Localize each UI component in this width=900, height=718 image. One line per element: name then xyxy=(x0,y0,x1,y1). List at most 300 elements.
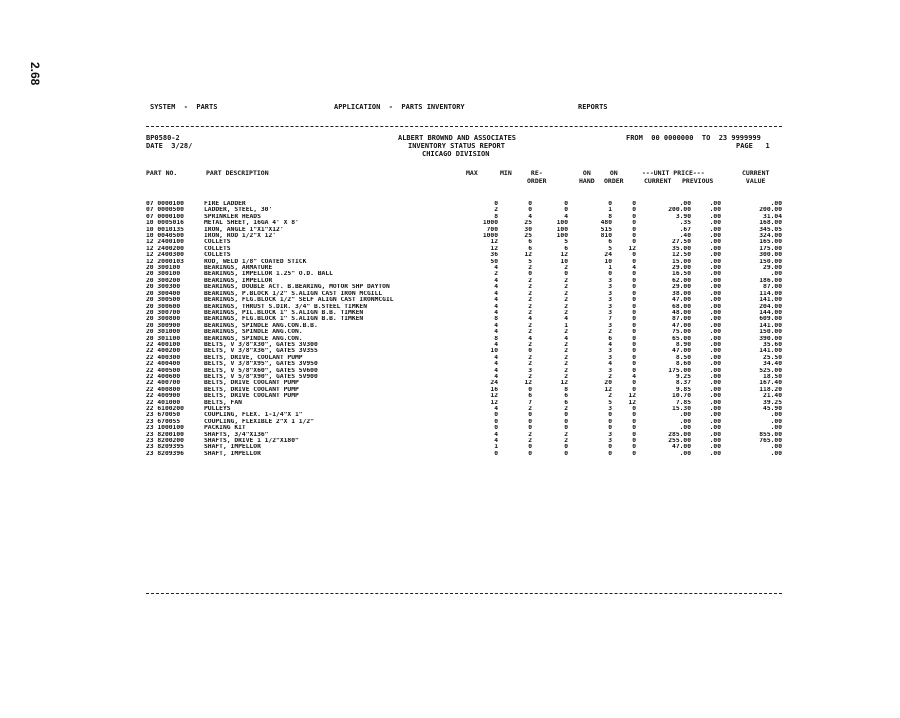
previous-price: .00 xyxy=(709,380,721,387)
current-price: 35.00 xyxy=(672,245,691,252)
part-number: 22 400700 xyxy=(146,380,181,387)
on-hand-qty: 4 xyxy=(608,361,612,368)
on-order-qty: 0 xyxy=(632,438,636,445)
system-label: SYSTEM - PARTS xyxy=(150,103,218,111)
header-rule xyxy=(146,126,782,127)
on-hand-qty: 0 xyxy=(608,450,612,457)
on-order-qty: 0 xyxy=(632,354,636,361)
on-hand-qty: 3 xyxy=(608,438,612,445)
max-qty: 36 xyxy=(490,252,498,259)
on-order-qty: 0 xyxy=(632,361,636,368)
part-number: 22 400600 xyxy=(146,373,181,380)
min-qty: 2 xyxy=(528,303,532,310)
min-qty: 0 xyxy=(528,418,532,425)
max-qty: 4 xyxy=(494,361,498,368)
on-hand-qty: 2 xyxy=(608,393,612,400)
current-price: .40 xyxy=(679,233,691,240)
on-hand-qty: 6 xyxy=(608,335,612,342)
part-description: SHAFTS, 3/4"X136" xyxy=(204,431,269,438)
current-value: 168.00 xyxy=(759,220,782,227)
previous-price: .00 xyxy=(709,418,721,425)
min-qty: 12 xyxy=(524,252,532,259)
current-value: 141.00 xyxy=(759,322,782,329)
on-hand-qty: 7 xyxy=(608,316,612,323)
current-value: 87.00 xyxy=(763,284,782,291)
current-value: 114.00 xyxy=(759,290,782,297)
inventory-rows xyxy=(146,201,782,457)
on-hand-qty: 3 xyxy=(608,431,612,438)
previous-price: .00 xyxy=(709,367,721,374)
on-hand-qty: 3 xyxy=(608,290,612,297)
col-current: CURRENT xyxy=(644,177,672,185)
current-value: 200.00 xyxy=(759,207,782,214)
on-hand-qty: 8 xyxy=(608,213,612,220)
max-qty: 0 xyxy=(494,412,498,419)
reorder-qty: 12 xyxy=(560,252,568,259)
reorder-qty: 2 xyxy=(564,367,568,374)
report-date: DATE 3/28/ xyxy=(146,142,193,150)
max-qty: 8 xyxy=(494,213,498,220)
min-qty: 0 xyxy=(528,207,532,214)
max-qty: 1000 xyxy=(482,220,498,227)
current-value: 45.90 xyxy=(763,406,782,412)
max-qty: 0 xyxy=(494,418,498,425)
previous-price: .00 xyxy=(709,322,721,329)
previous-price: .00 xyxy=(709,399,721,406)
current-price: 47.00 xyxy=(672,322,691,329)
current-price: .00 xyxy=(679,412,691,419)
reorder-qty: 2 xyxy=(564,348,568,355)
part-number: 22 400900 xyxy=(146,393,181,400)
on-hand-qty: 810 xyxy=(600,233,612,240)
part-description: BELTS, V 3/8"X36", GATES 3V355 xyxy=(204,348,318,355)
current-value: 18.50 xyxy=(763,373,782,380)
max-qty: 4 xyxy=(494,309,498,316)
on-hand-qty: 3 xyxy=(608,303,612,310)
max-qty: 4 xyxy=(494,265,498,272)
on-hand-qty: 0 xyxy=(608,418,612,425)
current-value: .00 xyxy=(770,412,782,419)
page-indicator: PAGE 1 xyxy=(736,142,770,150)
previous-price: .00 xyxy=(709,335,721,342)
part-number: 10 0005016 xyxy=(146,220,184,227)
previous-price: .00 xyxy=(709,450,721,457)
current-price: 7.85 xyxy=(675,399,691,406)
reorder-qty: 2 xyxy=(564,406,568,412)
part-number: 07 0000100 xyxy=(146,201,184,207)
reorder-qty: 12 xyxy=(560,380,568,387)
previous-price: .00 xyxy=(709,393,721,400)
max-qty: 4 xyxy=(494,354,498,361)
on-order-qty: 0 xyxy=(632,316,636,323)
on-hand-qty: 3 xyxy=(608,354,612,361)
reorder-qty: 2 xyxy=(564,284,568,291)
current-price: 38.00 xyxy=(672,290,691,297)
on-order-qty: 0 xyxy=(632,207,636,214)
min-qty: 2 xyxy=(528,265,532,272)
max-qty: 2 xyxy=(494,271,498,278)
on-order-qty: 0 xyxy=(632,309,636,316)
current-value: 25.50 xyxy=(763,354,782,361)
col-unit-price: ---UNIT PRICE--- xyxy=(642,169,705,177)
reorder-qty: 4 xyxy=(564,335,568,342)
max-qty: 16 xyxy=(490,386,498,393)
min-qty: 0 xyxy=(528,444,532,451)
part-number: 12 2400300 xyxy=(146,252,184,259)
on-order-qty: 12 xyxy=(628,393,636,400)
min-qty: 4 xyxy=(528,335,532,342)
col-on-hand: ON HAND xyxy=(579,169,595,185)
col-description: PART DESCRIPTION xyxy=(206,169,269,177)
reorder-qty: 6 xyxy=(564,245,568,252)
on-hand-qty: 12 xyxy=(604,386,612,393)
reorder-qty: 2 xyxy=(564,277,568,284)
on-hand-qty: 0 xyxy=(608,444,612,451)
part-description: BELTS, DRIVE COOLANT PUMP xyxy=(204,393,299,400)
min-qty: 0 xyxy=(528,386,532,393)
min-qty: 7 xyxy=(528,399,532,406)
part-description: BELTS, V 3/8"X95", GATES 3V950 xyxy=(204,361,318,368)
current-price: 175.00 xyxy=(668,367,691,374)
previous-price: .00 xyxy=(709,431,721,438)
on-order-qty: 0 xyxy=(632,303,636,310)
part-description: IRON, ROD 1/2"X 12' xyxy=(204,233,277,240)
max-qty: 4 xyxy=(494,297,498,304)
max-qty: 12 xyxy=(490,239,498,246)
reorder-qty: 0 xyxy=(564,207,568,214)
max-qty: 4 xyxy=(494,303,498,310)
part-description: PULLEYS xyxy=(204,406,231,412)
on-order-qty: 0 xyxy=(632,418,636,425)
max-qty: 4 xyxy=(494,290,498,297)
current-price: 27.50 xyxy=(672,239,691,246)
part-description: BELTS, V 5/8"X60", GATES 5V600 xyxy=(204,367,318,374)
current-value: 118.20 xyxy=(759,386,782,393)
current-price: .00 xyxy=(679,201,691,207)
current-price: 47.00 xyxy=(672,297,691,304)
col-max: MAX xyxy=(466,169,478,177)
current-price: .00 xyxy=(679,450,691,457)
min-qty: 2 xyxy=(528,341,532,348)
part-number: 20 301000 xyxy=(146,329,181,336)
previous-price: .00 xyxy=(709,258,721,265)
part-description: BEARINGS, ARMATURE xyxy=(204,265,273,272)
on-order-qty: 0 xyxy=(632,322,636,329)
min-qty: 4 xyxy=(528,213,532,220)
page-number: 2.68 xyxy=(28,62,42,86)
part-number: 20 300400 xyxy=(146,290,181,297)
reorder-qty: 100 xyxy=(556,226,568,233)
previous-price: .00 xyxy=(709,303,721,310)
previous-price: .00 xyxy=(709,245,721,252)
part-description: SHAFTS, DRIVE 1 1/2"X180" xyxy=(204,438,299,445)
reorder-qty: 2 xyxy=(564,329,568,336)
part-number: 23 1000100 xyxy=(146,425,184,432)
reorder-qty: 100 xyxy=(556,233,568,240)
max-qty: 12 xyxy=(490,245,498,252)
on-order-qty: 0 xyxy=(632,239,636,246)
min-qty: 4 xyxy=(528,316,532,323)
part-number: 22 400300 xyxy=(146,354,181,361)
part-description: FIRE LADDER xyxy=(204,201,246,207)
current-price: 8.60 xyxy=(675,361,691,368)
part-description: BELTS, V 3/8"X30", GATES 3V300 xyxy=(204,341,318,348)
current-value: 144.00 xyxy=(759,309,782,316)
max-qty: 0 xyxy=(494,425,498,432)
reorder-qty: 2 xyxy=(564,341,568,348)
current-price: 8.90 xyxy=(675,341,691,348)
current-value: 300.00 xyxy=(759,252,782,259)
on-hand-qty: 1 xyxy=(608,265,612,272)
part-number: 20 300700 xyxy=(146,309,181,316)
current-price: 15.00 xyxy=(672,258,691,265)
current-value: 141.00 xyxy=(759,297,782,304)
current-price: .00 xyxy=(679,425,691,432)
min-qty: 2 xyxy=(528,373,532,380)
min-qty: 2 xyxy=(528,309,532,316)
col-min: MIN xyxy=(500,169,512,177)
min-qty: 2 xyxy=(528,297,532,304)
reorder-qty: 0 xyxy=(564,450,568,457)
min-qty: 0 xyxy=(528,412,532,419)
part-description: COLLETS xyxy=(204,245,231,252)
current-value: 765.00 xyxy=(759,438,782,445)
part-number: 23 670050 xyxy=(146,412,181,419)
current-price: 15.30 xyxy=(672,406,691,412)
on-order-qty: 0 xyxy=(632,406,636,412)
current-value: 609.00 xyxy=(759,316,782,323)
on-order-qty: 0 xyxy=(632,348,636,355)
reorder-qty: 2 xyxy=(564,354,568,361)
part-description: COLLETS xyxy=(204,252,231,259)
previous-price: .00 xyxy=(709,406,721,412)
min-qty: 2 xyxy=(528,354,532,361)
on-order-qty: 0 xyxy=(632,431,636,438)
on-order-qty: 0 xyxy=(632,341,636,348)
on-order-qty: 0 xyxy=(632,412,636,419)
reorder-qty: 2 xyxy=(564,431,568,438)
part-description: COLLETS xyxy=(204,239,231,246)
min-qty: 6 xyxy=(528,245,532,252)
current-value: 855.00 xyxy=(759,431,782,438)
on-order-qty: 0 xyxy=(632,380,636,387)
part-description: BEARINGS, IMPELLOR 1.25" O.D. BALL xyxy=(204,271,333,278)
current-price: 8.50 xyxy=(675,354,691,361)
min-qty: 2 xyxy=(528,406,532,412)
max-qty: 2 xyxy=(494,207,498,214)
previous-price: .00 xyxy=(709,252,721,259)
max-qty: 8 xyxy=(494,335,498,342)
current-price: 200.00 xyxy=(668,207,691,214)
reorder-qty: 4 xyxy=(564,213,568,220)
reorder-qty: 2 xyxy=(564,265,568,272)
part-description: PACKING KIT xyxy=(204,425,246,432)
reorder-qty: 0 xyxy=(564,271,568,278)
part-description: LADDER, STEEL, 30' xyxy=(204,207,273,214)
col-reorder: RE- ORDER xyxy=(527,169,547,185)
part-number: 22 400200 xyxy=(146,348,181,355)
application-label: APPLICATION - PARTS INVENTORY xyxy=(334,103,465,111)
part-description: COUPLING, FLEXIBLE 2"X 1 1/2" xyxy=(204,418,314,425)
previous-price: .00 xyxy=(709,341,721,348)
part-number: 12 2000103 xyxy=(146,258,184,265)
on-hand-qty: 3 xyxy=(608,322,612,329)
on-order-qty: 0 xyxy=(632,444,636,451)
part-number: 20 300600 xyxy=(146,303,181,310)
reorder-qty: 6 xyxy=(564,393,568,400)
reports-label: REPORTS xyxy=(578,103,608,111)
previous-price: .00 xyxy=(709,412,721,419)
previous-price: .00 xyxy=(709,354,721,361)
current-value: 525.00 xyxy=(759,367,782,374)
on-order-qty: 0 xyxy=(632,277,636,284)
current-value: 324.00 xyxy=(759,233,782,240)
reorder-qty: 0 xyxy=(564,201,568,207)
min-qty: 3 xyxy=(528,367,532,374)
max-qty: 4 xyxy=(494,373,498,380)
current-value: 150.00 xyxy=(759,329,782,336)
inventory-table xyxy=(146,201,782,457)
on-order-qty: 12 xyxy=(628,245,636,252)
max-qty: 0 xyxy=(494,201,498,207)
part-description: SHAFT, IMPELLOR xyxy=(204,444,261,451)
min-qty: 2 xyxy=(528,322,532,329)
previous-price: .00 xyxy=(709,207,721,214)
previous-price: .00 xyxy=(709,233,721,240)
reorder-qty: 0 xyxy=(564,425,568,432)
part-description: BEARINGS, THRUST S.DIR. 3/4" B.STEEL TIMKEN xyxy=(204,303,368,310)
part-number: 20 301100 xyxy=(146,335,181,342)
part-number: 20 300500 xyxy=(146,297,181,304)
current-value: 390.00 xyxy=(759,335,782,342)
current-price: 29.00 xyxy=(672,284,691,291)
current-price: 87.00 xyxy=(672,316,691,323)
min-qty: 2 xyxy=(528,290,532,297)
reorder-qty: 8 xyxy=(564,386,568,393)
part-description: BEARINGS, SPINDLE ANG.CON. xyxy=(204,329,303,336)
on-order-qty: 0 xyxy=(632,213,636,220)
current-price: 47.00 xyxy=(672,444,691,451)
min-qty: 0 xyxy=(528,271,532,278)
max-qty: 50 xyxy=(490,258,498,265)
previous-price: .00 xyxy=(709,239,721,246)
on-hand-qty: 24 xyxy=(604,252,612,259)
part-description: BEARINGS, FLG.BLOCK 1/2" SELF ALIGN CAST IRONMCGIL xyxy=(204,297,394,304)
current-price: 10.70 xyxy=(672,393,691,400)
reorder-qty: 4 xyxy=(564,316,568,323)
part-number: 22 400400 xyxy=(146,361,181,368)
previous-price: .00 xyxy=(709,277,721,284)
reorder-qty: 0 xyxy=(564,412,568,419)
part-description: BELTS, DRIVE, COOLANT PUMP xyxy=(204,354,303,361)
part-number: 20 300300 xyxy=(146,284,181,291)
on-order-qty: 0 xyxy=(632,201,636,207)
table-row xyxy=(146,451,782,457)
part-description: IRON, ANGLE 1"X1"X12' xyxy=(204,226,284,233)
previous-price: .00 xyxy=(709,213,721,220)
on-order-qty: 0 xyxy=(632,258,636,265)
on-hand-qty: 3 xyxy=(608,297,612,304)
previous-price: .00 xyxy=(709,438,721,445)
current-price: .67 xyxy=(679,226,691,233)
current-price: 12.50 xyxy=(672,252,691,259)
part-number: 22 6100200 xyxy=(146,406,184,412)
current-value: 345.05 xyxy=(759,226,782,233)
part-description: METAL SHEET, 16GA 4' X 8' xyxy=(204,220,299,227)
previous-price: .00 xyxy=(709,329,721,336)
on-hand-qty: 3 xyxy=(608,367,612,374)
on-order-qty: 0 xyxy=(632,450,636,457)
part-number: 07 0000500 xyxy=(146,207,184,214)
part-number: 23 8200100 xyxy=(146,431,184,438)
on-hand-qty: 5 xyxy=(608,245,612,252)
min-qty: 0 xyxy=(528,348,532,355)
part-number: 10 0010135 xyxy=(146,226,184,233)
current-value: 150.00 xyxy=(759,258,782,265)
previous-price: .00 xyxy=(709,373,721,380)
on-hand-qty: 0 xyxy=(608,425,612,432)
current-value: .00 xyxy=(770,425,782,432)
on-hand-qty: 10 xyxy=(604,258,612,265)
current-price: 47.00 xyxy=(672,348,691,355)
part-description: BEARINGS, FLG.BLOCK 1" S.ALIGN B.B. TIMKEN xyxy=(204,316,364,323)
reorder-qty: 2 xyxy=(564,303,568,310)
min-qty: 2 xyxy=(528,361,532,368)
on-hand-qty: 0 xyxy=(608,412,612,419)
part-number: 12 2400200 xyxy=(146,245,184,252)
part-description: BEARINGS, P.BLOCK 1/2" S.ALIGN CAST IRON MCGILL xyxy=(204,290,383,297)
min-qty: 2 xyxy=(528,431,532,438)
on-order-qty: 0 xyxy=(632,284,636,291)
on-hand-qty: 480 xyxy=(600,220,612,227)
part-number: 10 0040500 xyxy=(146,233,184,240)
on-order-qty: 0 xyxy=(632,329,636,336)
previous-price: .00 xyxy=(709,386,721,393)
part-number: 23 8209395 xyxy=(146,444,184,451)
current-price: 62.00 xyxy=(672,277,691,284)
current-value: 29.00 xyxy=(763,265,782,272)
on-hand-qty: 3 xyxy=(608,348,612,355)
current-price: 75.00 xyxy=(672,329,691,336)
current-value: .00 xyxy=(770,271,782,278)
on-hand-qty: 4 xyxy=(608,341,612,348)
col-on-order: ON ORDER xyxy=(604,169,624,185)
previous-price: .00 xyxy=(709,348,721,355)
current-value: 204.00 xyxy=(759,303,782,310)
reorder-qty: 0 xyxy=(564,444,568,451)
on-order-qty: 0 xyxy=(632,271,636,278)
previous-price: .00 xyxy=(709,220,721,227)
on-order-qty: 4 xyxy=(632,265,636,272)
min-qty: 0 xyxy=(528,201,532,207)
previous-price: .00 xyxy=(709,271,721,278)
on-order-qty: 0 xyxy=(632,425,636,432)
reorder-qty: 6 xyxy=(564,399,568,406)
reorder-qty: 2 xyxy=(564,297,568,304)
current-value: .00 xyxy=(770,418,782,425)
part-description: BEARINGS, SPINDLE ANG.CON.B.B. xyxy=(204,322,318,329)
on-hand-qty: 3 xyxy=(608,309,612,316)
on-order-qty: 0 xyxy=(632,226,636,233)
max-qty: 1 xyxy=(494,444,498,451)
on-order-qty: 0 xyxy=(632,386,636,393)
min-qty: 2 xyxy=(528,284,532,291)
current-price: 68.00 xyxy=(672,303,691,310)
current-price: .35 xyxy=(679,220,691,227)
max-qty: 4 xyxy=(494,329,498,336)
reorder-qty: 5 xyxy=(564,239,568,246)
min-qty: 12 xyxy=(524,380,532,387)
